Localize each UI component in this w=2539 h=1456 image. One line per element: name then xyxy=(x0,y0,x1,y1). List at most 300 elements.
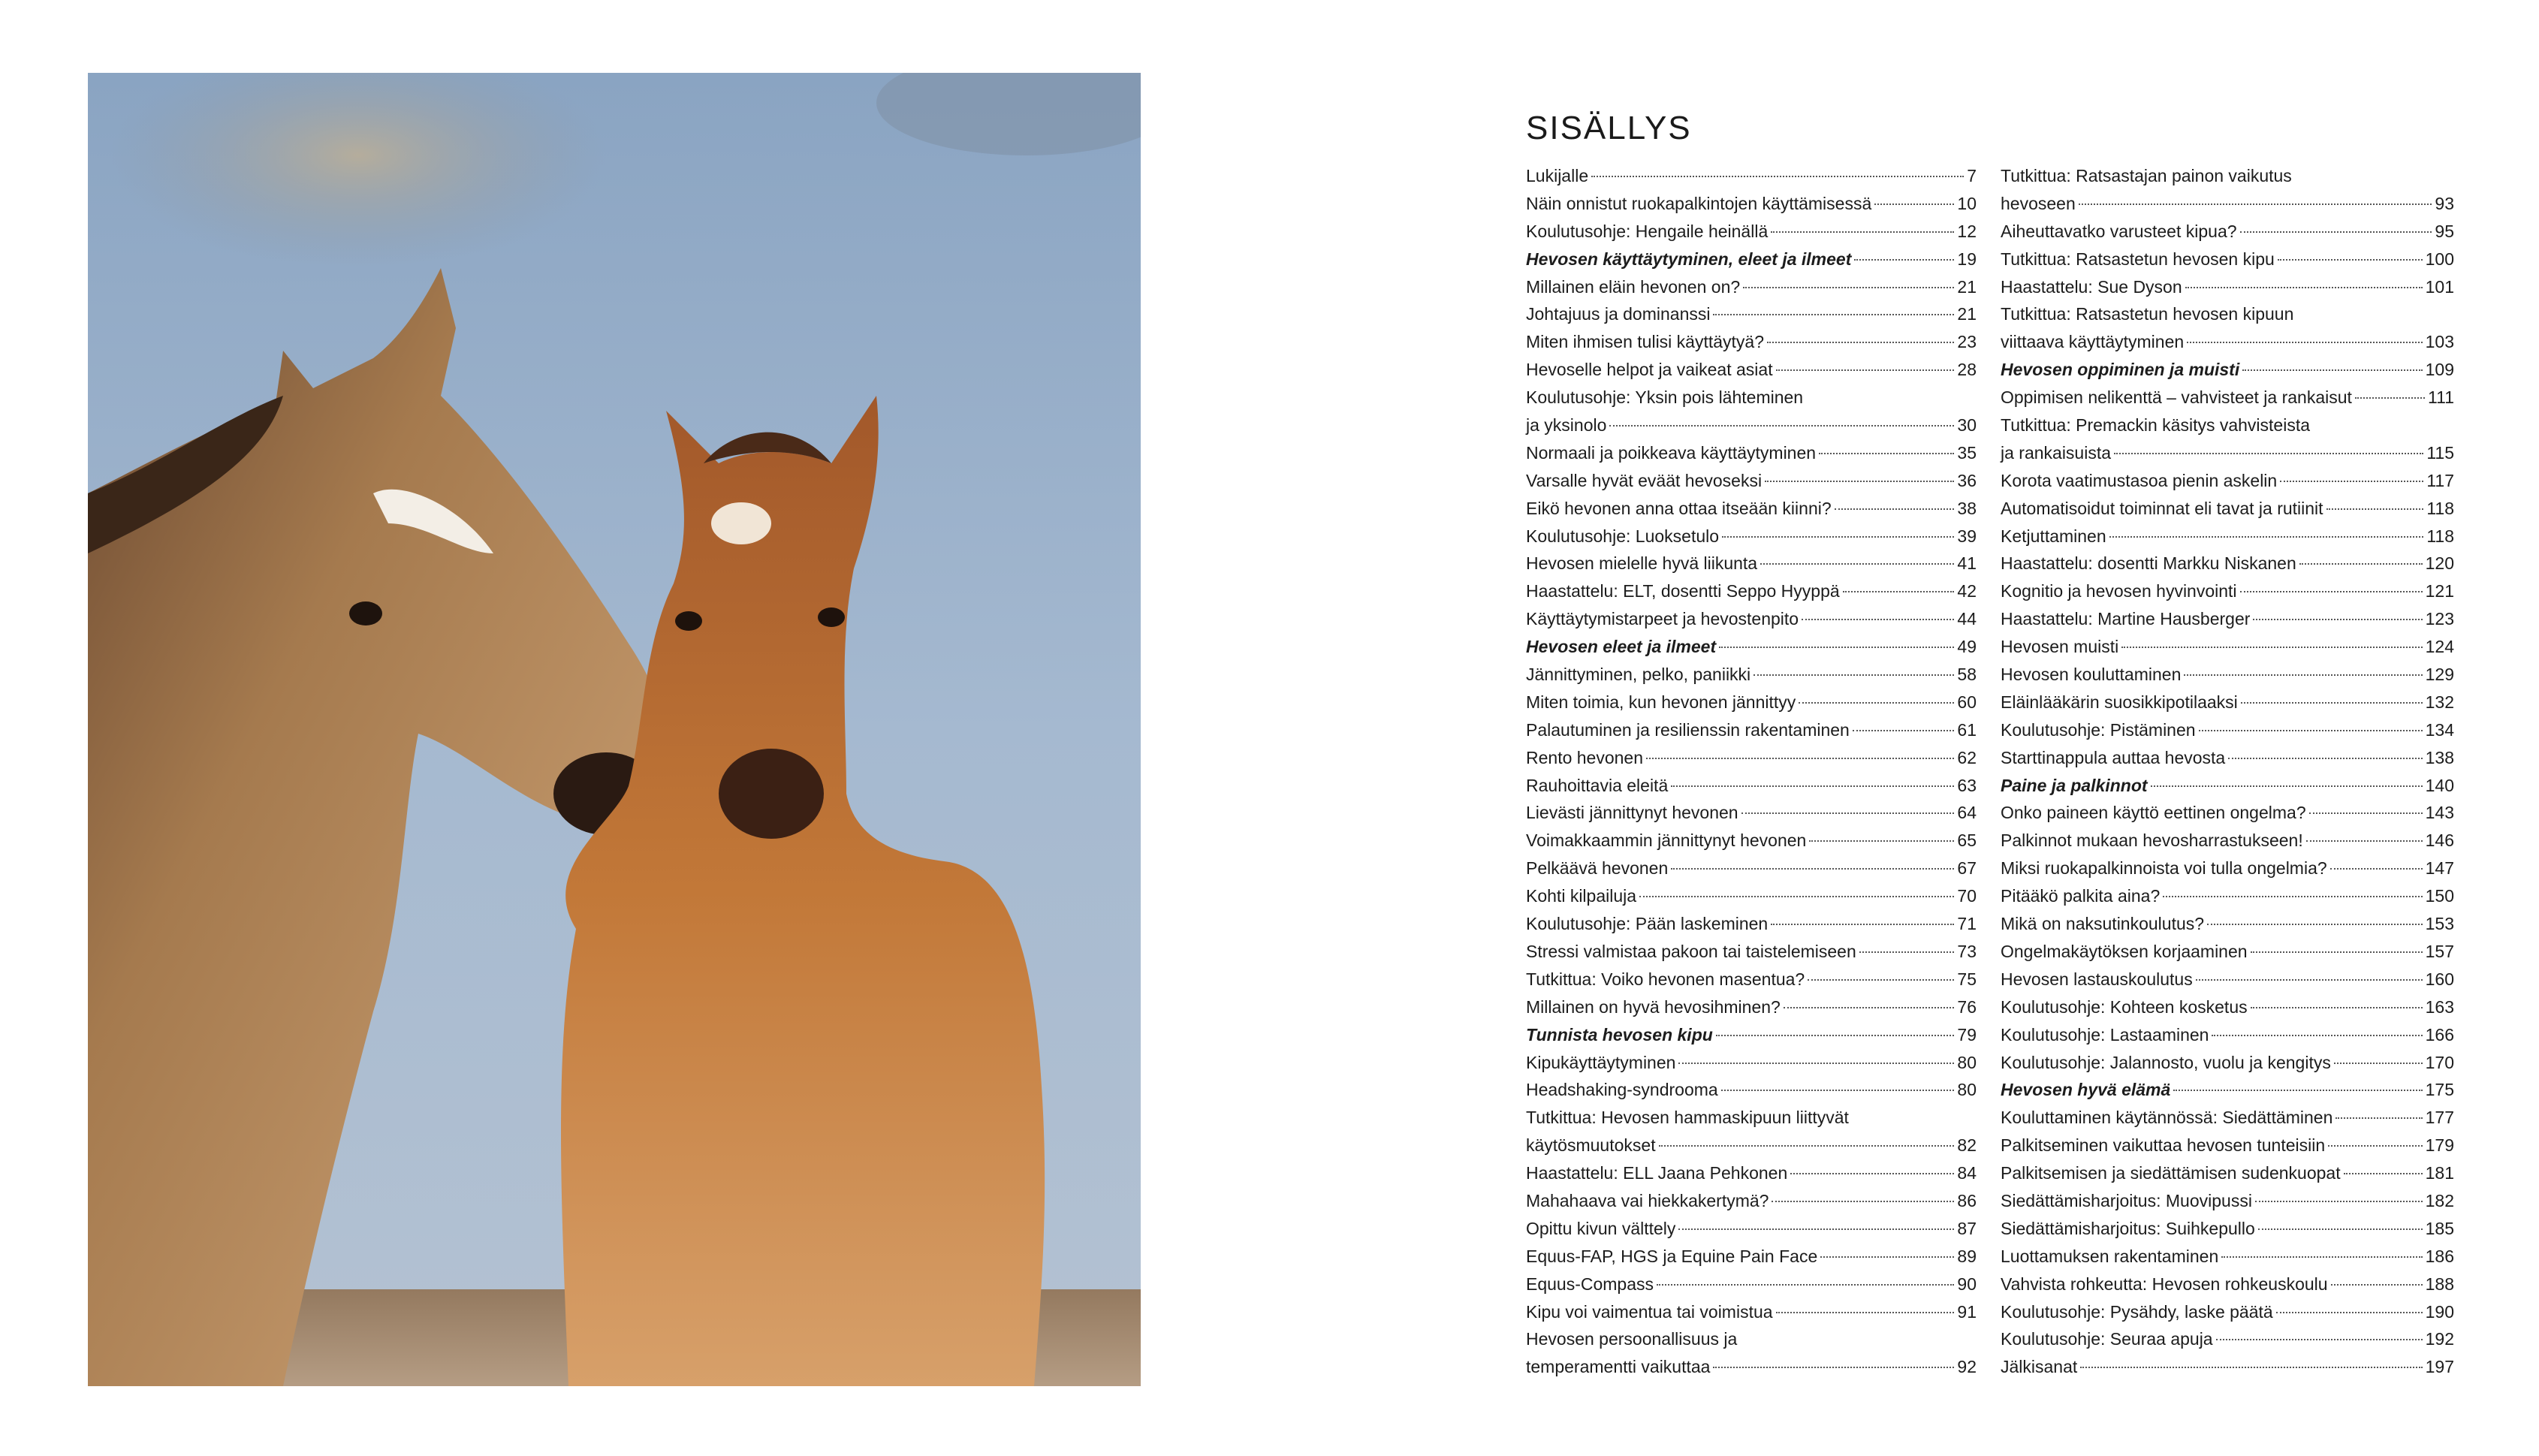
toc-entry-title: Mikä on naksutinkoulutus? xyxy=(2001,914,2205,934)
toc-entry xyxy=(2001,605,2454,633)
toc-entry-title: Ongelmakäytöksen korjaaminen xyxy=(2001,941,2248,961)
toc-entry-title: Aiheuttavatko varusteet kipua? xyxy=(2001,221,2237,241)
toc-dot-leader xyxy=(2276,1312,2423,1313)
toc-entry-title: Koulutusohje: Pysähdy, laske päätä xyxy=(2001,1301,2273,1322)
toc-dot-leader xyxy=(2163,896,2422,897)
toc-dot-leader xyxy=(1678,1063,1954,1064)
toc-dot-leader xyxy=(2109,536,2424,538)
toc-entry xyxy=(2001,938,2454,966)
toc-entry xyxy=(2001,190,2454,218)
toc-entry-title: Korota vaatimustasoa pienin askelin xyxy=(2001,470,2278,490)
toc-entry-page: 177 xyxy=(2425,1108,2454,1128)
toc-entry xyxy=(1526,246,1977,273)
toc-entry-title: Varsalle hyvät eväät hevoseksi xyxy=(1526,470,1763,490)
toc-entry-title: Millainen on hyvä hevosihminen? xyxy=(1526,996,1781,1017)
toc-entry xyxy=(1526,1325,1977,1353)
toc-dot-leader xyxy=(2216,1339,2423,1340)
toc-entry-page: 179 xyxy=(2425,1135,2454,1156)
toc-entry-page: 89 xyxy=(1957,1246,1977,1266)
toc-entry-page: 138 xyxy=(2425,747,2454,767)
toc-entry-page: 39 xyxy=(1957,526,1977,546)
toc-dot-leader xyxy=(2079,203,2432,205)
toc-dot-leader xyxy=(2306,840,2423,842)
toc-entry xyxy=(1526,1021,1977,1049)
toc-entry-title: Jännittyminen, pelko, paniikki xyxy=(1526,665,1751,685)
toc-entry xyxy=(1526,1104,1977,1132)
toc-dot-leader xyxy=(1713,314,1954,315)
toc-entry xyxy=(2001,356,2454,384)
toc-entry xyxy=(1526,162,1977,190)
toc-entry-title: Eläinlääkärin suosikkipotilaaksi xyxy=(2001,692,2238,712)
toc-entry xyxy=(1526,993,1977,1021)
toc-entry xyxy=(2001,523,2454,550)
toc-dot-leader xyxy=(2344,1173,2423,1174)
toc-entry-page: 87 xyxy=(1957,1218,1977,1238)
toc-entry-page: 86 xyxy=(1957,1190,1977,1210)
toc-entry xyxy=(2001,162,2454,190)
toc-dot-leader xyxy=(1646,758,1954,759)
toc-dot-leader xyxy=(1591,176,1964,177)
toc-entry-page: 41 xyxy=(1957,553,1977,574)
toc-entry-page: 35 xyxy=(1957,442,1977,463)
toc-entry-page: 181 xyxy=(2425,1163,2454,1183)
toc-entry-title: Koulutusohje: Pään laskeminen xyxy=(1526,914,1769,934)
toc-entry xyxy=(2001,633,2454,661)
toc-dot-leader xyxy=(1853,730,1955,731)
toc-entry xyxy=(1526,523,1977,550)
toc-entry xyxy=(1526,910,1977,938)
toc-entry xyxy=(2001,827,2454,855)
toc-dot-leader xyxy=(1767,342,1954,343)
toc-entry-title: Starttinappula auttaa hevosta xyxy=(2001,747,2226,767)
toc-entry-title: Koulutusohje: Seuraa apuja xyxy=(2001,1329,2213,1349)
toc-dot-leader xyxy=(1819,453,1954,454)
toc-entry-title: Kipukäyttäytyminen xyxy=(1526,1052,1676,1072)
toc-entry xyxy=(2001,661,2454,689)
toc-entry-page: 12 xyxy=(1957,221,1977,241)
toc-entry xyxy=(1526,467,1977,495)
toc-entry-page: 166 xyxy=(2425,1024,2454,1045)
toc-entry-page: 120 xyxy=(2425,553,2454,574)
toc-entry xyxy=(2001,1298,2454,1326)
toc-dot-leader xyxy=(2299,563,2423,565)
toc-entry xyxy=(1526,1271,1977,1298)
toc-dot-leader xyxy=(1776,369,1955,371)
toc-entry-title: Tutkittua: Premackin käsitys vahvisteista xyxy=(2001,415,2311,436)
toc-dot-leader xyxy=(2334,1063,2423,1064)
toc-entry-title: Rento hevonen xyxy=(1526,747,1644,767)
toc-dot-leader xyxy=(2328,1145,2422,1147)
toc-entry-page: 10 xyxy=(1957,193,1977,213)
toc-entry xyxy=(2001,218,2454,246)
toc-entry-page: 190 xyxy=(2425,1301,2454,1322)
toc-entry-page: 117 xyxy=(2426,470,2454,490)
toc-entry xyxy=(2001,411,2454,439)
toc-entry xyxy=(2001,328,2454,356)
toc-entry-title: Onko paineen käyttö eettinen ongelma? xyxy=(2001,803,2306,823)
toc-entry xyxy=(2001,993,2454,1021)
toc-entry-page: 95 xyxy=(2435,221,2454,241)
toc-entry-page: 44 xyxy=(1957,609,1977,629)
toc-entry-title: Tutkittua: Voiko hevonen masentua? xyxy=(1526,969,1805,989)
toc-entry-title: Equus-FAP, HGS ja Equine Pain Face xyxy=(1526,1246,1818,1266)
toc-entry-page: 118 xyxy=(2426,498,2454,518)
toc-entry-title: Koulutusohje: Hengaile heinällä xyxy=(1526,221,1769,241)
toc-entry-title: ja rankaisuista xyxy=(2001,442,2112,463)
toc-entry xyxy=(1526,827,1977,855)
toc-entry xyxy=(1526,938,1977,966)
toc-entry-page: 143 xyxy=(2425,803,2454,823)
toc-entry xyxy=(2001,772,2454,800)
toc-entry xyxy=(2001,716,2454,744)
toc-entry-page: 111 xyxy=(2428,387,2454,408)
toc-entry xyxy=(2001,1076,2454,1104)
toc-entry-page: 91 xyxy=(1957,1301,1977,1322)
toc-entry-title: Haastattelu: Martine Hausberger xyxy=(2001,609,2251,629)
toc-entry-title: Opittu kivun välttely xyxy=(1526,1218,1676,1238)
toc-dot-leader xyxy=(1790,1173,1954,1174)
toc-entry xyxy=(1526,966,1977,993)
toc-entry-title: Kohti kilpailuja xyxy=(1526,886,1637,906)
toc-entry xyxy=(1526,716,1977,744)
toc-entry-title: hevoseen xyxy=(2001,193,2076,213)
toc-entry-title: Hevosen kouluttaminen xyxy=(2001,665,2182,685)
toc-entry-page: 123 xyxy=(2425,609,2454,629)
toc-entry-page: 175 xyxy=(2425,1080,2454,1100)
toc-entry-title: ja yksinolo xyxy=(1526,415,1607,436)
toc-entry-title: Siedättämisharjoitus: Suihkepullo xyxy=(2001,1218,2255,1238)
toc-dot-leader xyxy=(1859,951,1955,953)
toc-entry xyxy=(1526,1132,1977,1159)
toc-entry-page: 82 xyxy=(1957,1135,1977,1156)
toc-entry-title: Haastattelu: ELT, dosentti Seppo Hyyppä xyxy=(1526,581,1840,601)
toc-dot-leader xyxy=(1760,563,1954,565)
toc-entry xyxy=(1526,1049,1977,1077)
toc-entry-title: Palkinnot mukaan hevosharrastukseen! xyxy=(2001,830,2303,851)
toc-entry xyxy=(2001,744,2454,772)
toc-entry xyxy=(2001,1353,2454,1381)
toc-dot-leader xyxy=(2114,453,2423,454)
toc-entry-page: 115 xyxy=(2426,442,2454,463)
toc-entry-page: 170 xyxy=(2425,1052,2454,1072)
toc-dot-leader xyxy=(1835,508,1955,510)
toc-dot-leader xyxy=(1753,674,1954,676)
toc-entry xyxy=(1526,1298,1977,1326)
toc-entry-page: 80 xyxy=(1957,1052,1977,1072)
toc-entry-title: Käyttäytymistarpeet ja hevostenpito xyxy=(1526,609,1799,629)
toc-dot-leader xyxy=(1671,785,1954,787)
toc-entry-page: 188 xyxy=(2425,1274,2454,1294)
toc-dot-leader xyxy=(2241,702,2423,704)
toc-entry-page: 76 xyxy=(1957,996,1977,1017)
toc-entry-page: 61 xyxy=(1957,719,1977,740)
toc-entry-page: 23 xyxy=(1957,332,1977,352)
toc-entry xyxy=(2001,1049,2454,1077)
toc-dot-leader xyxy=(2258,1228,2423,1230)
toc-entry-page: 150 xyxy=(2425,886,2454,906)
toc-entry-title: Millainen eläin hevonen on? xyxy=(1526,276,1741,297)
toc-entry-page: 182 xyxy=(2425,1190,2454,1210)
toc-dot-leader xyxy=(1609,425,1954,427)
toc-entry-page: 80 xyxy=(1957,1080,1977,1100)
toc-entry-title: Vahvista rohkeutta: Hevosen rohkeuskoulu xyxy=(2001,1274,2328,1294)
toc-dot-leader xyxy=(1713,1367,1954,1368)
toc-entry-title: Koulutusohje: Jalannosto, vuolu ja kengitys xyxy=(2001,1052,2331,1072)
toc-entry-title: Koulutusohje: Luoksetulo xyxy=(1526,526,1720,546)
toc-dot-leader xyxy=(2187,342,2422,343)
toc-entry-page: 42 xyxy=(1957,581,1977,601)
toc-entry xyxy=(2001,1215,2454,1243)
toc-entry-title: Lievästi jännittynyt hevonen xyxy=(1526,803,1738,823)
toc-entry-title: Johtajuus ja dominanssi xyxy=(1526,304,1711,324)
toc-dot-leader xyxy=(1843,591,1955,592)
toc-dot-leader xyxy=(2242,369,2422,371)
toc-dot-leader xyxy=(1671,868,1954,870)
toc-dot-leader xyxy=(2355,397,2425,399)
toc-entry-page: 49 xyxy=(1957,637,1977,657)
toc-entry xyxy=(1526,190,1977,218)
toc-entry-title: Ketjuttaminen xyxy=(2001,526,2106,546)
toc-entry xyxy=(1526,328,1977,356)
toc-dot-leader xyxy=(1659,1145,1955,1147)
toc-entry-title: Normaali ja poikkeava käyttäytyminen xyxy=(1526,442,1817,463)
toc-entry xyxy=(1526,411,1977,439)
toc-entry-page: 101 xyxy=(2425,276,2454,297)
toc-entry xyxy=(2001,467,2454,495)
toc-entry-page: 70 xyxy=(1957,886,1977,906)
toc-dot-leader xyxy=(1854,259,1954,261)
toc-entry xyxy=(2001,1187,2454,1215)
toc-entry-page: 103 xyxy=(2425,332,2454,352)
toc-entry-page: 36 xyxy=(1957,470,1977,490)
toc-entry-title: Jälkisanat xyxy=(2001,1357,2078,1377)
toc-dot-leader xyxy=(2199,730,2423,731)
toc-entry-title: Kognitio ja hevosen hyvinvointi xyxy=(2001,581,2237,601)
toc-dot-leader xyxy=(2184,674,2422,676)
toc-entry xyxy=(1526,799,1977,827)
toc-entry-title: Kouluttaminen käytännössä: Siedättäminen xyxy=(2001,1108,2333,1128)
toc-entry-title: Stressi valmistaa pakoon tai taistelemiseen xyxy=(1526,941,1856,961)
toc-entry-page: 129 xyxy=(2425,665,2454,685)
toc-dot-leader xyxy=(2240,591,2423,592)
toc-dot-leader xyxy=(2330,868,2423,870)
toc-entry xyxy=(2001,1132,2454,1159)
toc-entry-page: 84 xyxy=(1957,1163,1977,1183)
toc-entry-page: 79 xyxy=(1957,1024,1977,1045)
toc-column-left xyxy=(1526,162,1977,1381)
toc-dot-leader xyxy=(1719,647,1954,648)
toc-entry-page: 19 xyxy=(1957,249,1977,269)
toc-dot-leader xyxy=(1802,619,1954,620)
toc-entry xyxy=(2001,495,2454,523)
toc-entry-title: Hevosen lastauskoulutus xyxy=(2001,969,2193,989)
toc-entry xyxy=(2001,246,2454,273)
toc-entry-title: Tutkittua: Ratsastetun hevosen kipuun xyxy=(2001,304,2294,324)
toc-entry-title: Mahahaava vai hiekkakertymä? xyxy=(1526,1190,1769,1210)
toc-entry-title: Palautuminen ja resilienssin rakentaminen xyxy=(1526,719,1850,740)
toc-entry xyxy=(2001,384,2454,411)
toc-entry xyxy=(2001,882,2454,910)
toc-dot-leader xyxy=(2221,1256,2422,1258)
toc-dot-leader xyxy=(2331,1284,2423,1286)
toc-entry-title: Luottamuksen rakentaminen xyxy=(2001,1246,2219,1266)
toc-entry-page: 121 xyxy=(2425,581,2454,601)
toc-entry-page: 92 xyxy=(1957,1357,1977,1377)
toc-entry-page: 140 xyxy=(2425,775,2454,795)
toc-dot-leader xyxy=(2255,1201,2423,1202)
foals-photo xyxy=(88,73,1141,1386)
toc-entry-title: Koulutusohje: Pistäminen xyxy=(2001,719,2196,740)
toc-entry-page: 28 xyxy=(1957,360,1977,380)
toc-dot-leader xyxy=(2251,951,2423,953)
toc-entry xyxy=(2001,1271,2454,1298)
toc-entry-title: Haastattelu: Sue Dyson xyxy=(2001,276,2182,297)
toc-entry xyxy=(1526,550,1977,577)
toc-entry-page: 63 xyxy=(1957,775,1977,795)
toc-entry-page: 60 xyxy=(1957,692,1977,712)
toc-entry xyxy=(1526,273,1977,301)
toc-entry xyxy=(1526,605,1977,633)
toc-dot-leader xyxy=(1820,1256,1954,1258)
toc-entry-page: 163 xyxy=(2425,996,2454,1017)
toc-entry-page: 58 xyxy=(1957,665,1977,685)
toc-entry-title: Haastattelu: ELL Jaana Pehkonen xyxy=(1526,1163,1788,1183)
toc-entry xyxy=(2001,910,2454,938)
toc-dot-leader xyxy=(1772,1201,1954,1202)
toc-entry xyxy=(1526,495,1977,523)
toc-entry xyxy=(2001,550,2454,577)
toc-entry-title: viittaava käyttäytyminen xyxy=(2001,332,2185,352)
toc-dot-leader xyxy=(2151,785,2423,787)
toc-dot-leader xyxy=(1765,481,1954,482)
toc-dot-leader xyxy=(2228,758,2422,759)
toc-entry xyxy=(1526,1159,1977,1187)
toc-entry xyxy=(1526,1353,1977,1381)
toc-entry xyxy=(1526,1243,1977,1271)
toc-entry-title: Hevosen mielelle hyvä liikunta xyxy=(1526,553,1758,574)
toc-dot-leader xyxy=(1743,287,1954,288)
toc-entry xyxy=(1526,882,1977,910)
toc-entry-title: Näin onnistut ruokapalkintojen käyttämisessä xyxy=(1526,193,1872,213)
toc-entry-title: Hevosen oppiminen ja muisti xyxy=(2001,360,2240,380)
toc-entry xyxy=(2001,689,2454,716)
toc-entry-page: 21 xyxy=(1957,276,1977,297)
toc-entry-page: 146 xyxy=(2425,830,2454,851)
toc-entry xyxy=(2001,1021,2454,1049)
toc-entry xyxy=(1526,384,1977,411)
toc-entry-page: 93 xyxy=(2435,193,2454,213)
toc-entry-page: 109 xyxy=(2425,360,2454,380)
toc-entry-page: 7 xyxy=(1967,166,1977,185)
toc-entry xyxy=(2001,273,2454,301)
toc-entry-page: 134 xyxy=(2425,719,2454,740)
toc-dot-leader xyxy=(2185,287,2423,288)
toc-entry-page: 21 xyxy=(1957,304,1977,324)
toc-entry xyxy=(1526,1215,1977,1243)
toc-entry-title: Automatisoidut toiminnat eli tavat ja rutiinit xyxy=(2001,498,2323,518)
toc-entry-title: Tutkittua: Ratsastajan painon vaikutus xyxy=(2001,166,2292,185)
toc-dot-leader xyxy=(1721,1090,1955,1091)
toc-dot-leader xyxy=(1808,979,1954,981)
toc-entry-title: Pelkäävä hevonen xyxy=(1526,858,1669,879)
toc-entry-title: Hevosen käyttäytyminen, eleet ja ilmeet xyxy=(1526,249,1852,269)
toc-entry-title: käytösmuutokset xyxy=(1526,1135,1656,1156)
toc-entry-title: Koulutusohje: Lastaaminen xyxy=(2001,1024,2209,1045)
toc-dot-leader xyxy=(1722,536,1954,538)
toc-entry-title: Oppimisen nelikenttä – vahvisteet ja rankaisut xyxy=(2001,387,2352,408)
toc-entry-page: 38 xyxy=(1957,498,1977,518)
toc-dot-leader xyxy=(1657,1284,1954,1286)
toc-entry-page: 75 xyxy=(1957,969,1977,989)
toc-entry-page: 192 xyxy=(2425,1329,2454,1349)
toc-dot-leader xyxy=(1639,896,1954,897)
toc-entry-title: Rauhoittavia eleitä xyxy=(1526,775,1669,795)
toc-dot-leader xyxy=(2196,979,2423,981)
toc-entry-page: 100 xyxy=(2425,249,2454,269)
toc-entry-title: Kipu voi vaimentua tai voimistua xyxy=(1526,1301,1773,1322)
toc-entry-page: 67 xyxy=(1957,858,1977,879)
toc-entry-title: Eikö hevonen anna ottaa itseään kiinni? xyxy=(1526,498,1832,518)
toc-entry xyxy=(1526,661,1977,689)
toc-dot-leader xyxy=(2309,812,2423,814)
toc-dot-leader xyxy=(1716,1035,1955,1036)
toc-entry-title: Siedättämisharjoitus: Muovipussi xyxy=(2001,1190,2252,1210)
toc-entry xyxy=(1526,744,1977,772)
toc-entry-page: 73 xyxy=(1957,941,1977,961)
toc-entry-page: 186 xyxy=(2425,1246,2454,1266)
toc-entry xyxy=(1526,218,1977,246)
toc-dot-leader xyxy=(1776,1312,1955,1313)
toc-entry xyxy=(1526,439,1977,467)
toc-entry xyxy=(1526,689,1977,716)
toc-entry xyxy=(1526,772,1977,800)
toc-entry xyxy=(2001,855,2454,882)
toc-entry xyxy=(1526,633,1977,661)
toc-entry xyxy=(1526,1187,1977,1215)
toc-entry-title: Paine ja palkinnot xyxy=(2001,775,2148,795)
toc-dot-leader xyxy=(2326,508,2424,510)
toc-entry-title: Hevosen hyvä elämä xyxy=(2001,1080,2171,1100)
toc-entry-title: Equus-Compass xyxy=(1526,1274,1654,1294)
toc-entry-title: Hevosen eleet ja ilmeet xyxy=(1526,637,1717,657)
toc-entry-page: 64 xyxy=(1957,803,1977,823)
toc-entry-page: 132 xyxy=(2425,692,2454,712)
toc-dot-leader xyxy=(2253,619,2422,620)
toc-entry xyxy=(2001,1243,2454,1271)
toc-entry-page: 71 xyxy=(1957,914,1977,934)
toc-dot-leader xyxy=(1809,840,1954,842)
toc-entry-title: Miten toimia, kun hevonen jännittyy xyxy=(1526,692,1796,712)
toc-dot-leader xyxy=(2278,259,2423,261)
toc-dot-leader xyxy=(1678,1228,1954,1230)
toc-entry xyxy=(1526,1076,1977,1104)
toc-entry-page: 65 xyxy=(1957,830,1977,851)
toc-entry xyxy=(2001,1104,2454,1132)
toc-dot-leader xyxy=(1799,702,1954,704)
toc-entry-title: Tutkittua: Ratsastetun hevosen kipu xyxy=(2001,249,2275,269)
toc-dot-leader xyxy=(1784,1007,1955,1008)
toc-dot-leader xyxy=(1874,203,1954,205)
toc-entry-title: Miksi ruokapalkinnoista voi tulla ongelmia? xyxy=(2001,858,2327,879)
toc-entry-title: Headshaking-syndrooma xyxy=(1526,1080,1718,1100)
toc-dot-leader xyxy=(2173,1090,2422,1091)
toc-entry-title: Pitääkö palkita aina? xyxy=(2001,886,2161,906)
toc-entry xyxy=(2001,300,2454,328)
toc-dot-leader xyxy=(2335,1117,2422,1119)
toc-entry-page: 153 xyxy=(2425,914,2454,934)
toc-entry-page: 118 xyxy=(2426,526,2454,546)
toc-entry-title: Hevosen persoonallisuus ja xyxy=(1526,1329,1738,1349)
